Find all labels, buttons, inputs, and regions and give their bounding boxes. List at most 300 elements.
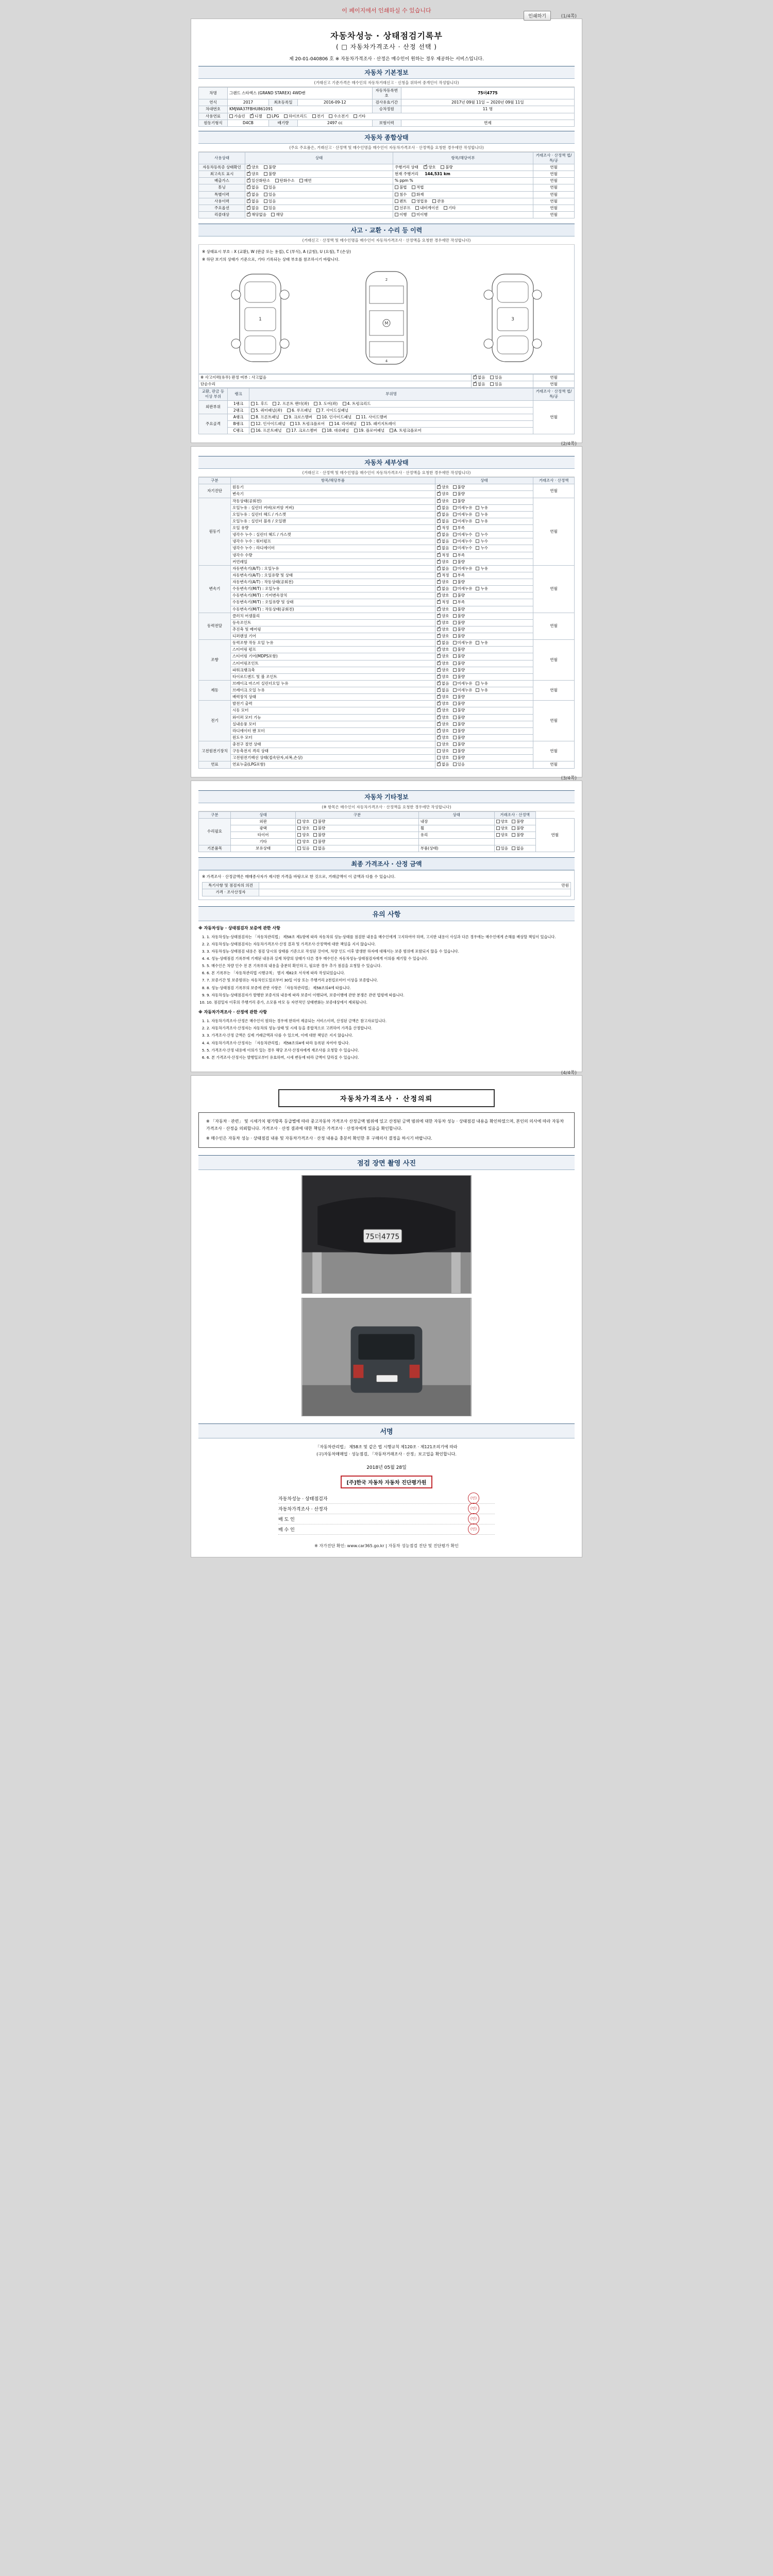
checkbox-icon[interactable] [314,402,317,405]
checkbox-icon[interactable] [437,567,441,570]
checkbox-icon[interactable] [473,376,477,379]
detail-opts[interactable] [435,572,533,579]
option-item[interactable] [453,708,465,713]
option-item[interactable] [453,607,465,612]
detail-opts[interactable] [435,558,533,565]
checkbox-icon[interactable] [453,553,457,557]
detail-opts[interactable] [435,525,533,532]
checkbox-icon[interactable] [453,628,457,631]
checkbox-icon[interactable] [453,708,457,712]
option-item[interactable] [437,715,449,720]
checkbox-icon[interactable] [437,553,441,557]
option-item[interactable] [437,640,449,646]
checkbox-icon[interactable] [437,675,441,679]
checkbox-icon[interactable] [476,546,479,550]
option-item[interactable] [453,600,465,605]
option-item[interactable] [476,586,488,591]
overall-row-opts-2[interactable] [245,178,393,184]
checkbox-icon[interactable] [476,519,479,523]
option-item[interactable] [437,505,449,511]
parts-items-0-0[interactable] [249,400,533,407]
detail-opts[interactable] [435,545,533,552]
checkbox-icon[interactable] [284,114,288,118]
checkbox-icon[interactable] [453,736,457,739]
option-item[interactable] [437,573,449,578]
detail-opts[interactable] [435,727,533,734]
checkbox-icon[interactable] [437,628,441,631]
checkbox-icon[interactable] [476,641,479,645]
checkbox-icon[interactable] [297,840,301,843]
detail-opts[interactable] [435,680,533,687]
checkbox-icon[interactable] [395,199,398,203]
option-item[interactable] [437,762,449,767]
option-item[interactable] [453,614,465,619]
option-item[interactable] [297,819,310,824]
checkbox-icon[interactable] [453,519,457,523]
checkbox-icon[interactable] [437,506,441,510]
detail-opts[interactable] [435,504,533,511]
checkbox-icon[interactable] [354,114,357,118]
detail-opts[interactable] [435,714,533,721]
checkbox-icon[interactable] [453,607,457,611]
detail-opts[interactable] [435,633,533,640]
checkbox-icon[interactable] [437,614,441,618]
overall-row-detail-0[interactable] [393,164,533,171]
option-item[interactable] [437,600,449,605]
checkbox-icon[interactable] [476,513,479,516]
parts-items-1-1[interactable] [249,420,533,427]
checkbox-icon[interactable] [437,742,441,746]
checkbox-icon[interactable] [437,546,441,550]
parts-items-1-0[interactable] [249,414,533,420]
etc-opts-a[interactable] [296,832,419,838]
checkbox-icon[interactable] [453,716,457,719]
checkbox-icon[interactable] [437,648,441,651]
parts-items-1-2[interactable] [249,428,533,434]
detail-opts[interactable] [435,741,533,748]
option-item[interactable] [437,499,449,504]
checkbox-icon[interactable] [453,539,457,543]
checkbox-icon[interactable] [361,422,365,426]
option-item[interactable] [476,512,488,517]
checkbox-icon[interactable] [437,716,441,719]
accident-opts[interactable] [472,375,533,381]
checkbox-icon[interactable] [437,621,441,624]
detail-opts[interactable] [435,748,533,755]
option-item[interactable] [453,742,465,747]
checkbox-icon[interactable] [437,695,441,699]
overall-row-detail-5[interactable] [393,198,533,205]
option-item[interactable] [437,722,449,727]
fuel-opt-5[interactable] [329,114,348,119]
checkbox-icon[interactable] [496,820,500,823]
checkbox-icon[interactable] [453,756,457,759]
checkbox-icon[interactable] [297,826,301,830]
checkbox-icon[interactable] [299,179,303,182]
checkbox-icon[interactable] [267,114,271,118]
checkbox-icon[interactable] [313,833,317,837]
option-item[interactable] [453,526,465,531]
option-item[interactable] [453,546,473,551]
detail-opts[interactable] [435,660,533,667]
option-item[interactable] [437,627,449,632]
overall-row-opts-7[interactable] [245,211,393,218]
checkbox-icon[interactable] [453,722,457,726]
checkbox-icon[interactable] [476,539,479,543]
checkbox-icon[interactable] [437,702,441,705]
checkbox-icon[interactable] [229,114,233,118]
checkbox-icon[interactable] [437,499,441,503]
checkbox-icon[interactable] [453,668,457,672]
checkbox-icon[interactable] [453,526,457,530]
checkbox-icon[interactable] [329,114,332,118]
checkbox-icon[interactable] [437,560,441,564]
option-item[interactable] [437,485,449,490]
option-item[interactable] [437,694,449,700]
option-item[interactable] [453,654,465,659]
checkbox-icon[interactable] [437,662,441,665]
overall-row-opts-4[interactable] [245,191,393,198]
option-item[interactable] [476,519,488,524]
checkbox-icon[interactable] [247,172,250,176]
detail-opts[interactable] [435,613,533,619]
checkbox-icon[interactable] [441,165,444,169]
option-item[interactable] [453,492,465,497]
checkbox-icon[interactable] [437,749,441,753]
checkbox-icon[interactable] [264,193,267,196]
checkbox-icon[interactable] [453,580,457,584]
option-item[interactable] [297,826,310,831]
detail-opts[interactable] [435,647,533,653]
option-item[interactable] [453,560,465,565]
option-item[interactable] [496,846,509,851]
checkbox-icon[interactable] [453,533,457,536]
checkbox-icon[interactable] [437,736,441,739]
option-item[interactable] [437,661,449,666]
checkbox-icon[interactable] [437,682,441,685]
checkbox-icon[interactable] [476,682,479,685]
option-item[interactable] [437,539,449,544]
overall-row-opts-0[interactable] [245,164,393,171]
option-item[interactable] [453,505,473,511]
checkbox-icon[interactable] [496,826,500,830]
etc-opts-b[interactable] [494,839,535,845]
option-item[interactable] [453,701,465,706]
option-item[interactable] [313,846,326,851]
checkbox-icon[interactable] [275,179,279,182]
checkbox-icon[interactable] [437,607,441,611]
option-item[interactable] [453,681,473,686]
checkbox-icon[interactable] [264,172,267,176]
checkbox-icon[interactable] [473,382,477,386]
checkbox-icon[interactable] [356,415,360,419]
option-item[interactable] [453,735,465,740]
checkbox-icon[interactable] [496,833,500,837]
checkbox-icon[interactable] [343,402,346,405]
detail-opts[interactable] [435,755,533,761]
checkbox-icon[interactable] [453,634,457,638]
option-item[interactable] [437,492,449,497]
checkbox-icon[interactable] [437,722,441,726]
option-item[interactable] [476,539,488,544]
etc-opts-b[interactable] [494,825,535,832]
checkbox-icon[interactable] [251,422,255,426]
print-button[interactable]: 인쇄하기 [524,11,551,21]
checkbox-icon[interactable] [453,506,457,510]
checkbox-icon[interactable] [395,193,398,196]
checkbox-icon[interactable] [437,513,441,516]
etc-opts-b[interactable] [494,832,535,838]
option-item[interactable] [313,833,326,838]
checkbox-icon[interactable] [453,621,457,624]
overall-row-detail-4[interactable] [393,191,533,198]
detail-opts[interactable] [435,761,533,768]
checkbox-icon[interactable] [322,429,326,432]
checkbox-icon[interactable] [453,573,457,577]
detail-opts[interactable] [435,721,533,727]
checkbox-icon[interactable] [264,165,267,169]
option-item[interactable] [437,553,449,558]
checkbox-icon[interactable] [437,573,441,577]
checkbox-icon[interactable] [313,846,317,850]
checkbox-icon[interactable] [412,193,415,196]
checkbox-icon[interactable] [512,833,515,837]
option-item[interactable] [453,674,465,680]
checkbox-icon[interactable] [490,382,494,386]
detail-opts[interactable] [435,687,533,694]
checkbox-icon[interactable] [476,506,479,510]
etc-opts-a[interactable] [296,825,419,832]
detail-opts[interactable] [435,653,533,660]
checkbox-icon[interactable] [476,533,479,536]
option-item[interactable] [437,728,449,734]
option-item[interactable] [453,634,465,639]
detail-opts[interactable] [435,606,533,613]
checkbox-icon[interactable] [453,567,457,570]
option-item[interactable] [453,573,465,578]
option-item[interactable] [437,560,449,565]
checkbox-icon[interactable] [453,513,457,516]
fuel-opt-6[interactable] [354,114,366,119]
checkbox-icon[interactable] [476,567,479,570]
checkbox-icon[interactable] [512,846,515,850]
checkbox-icon[interactable] [251,415,255,419]
checkbox-icon[interactable] [490,376,494,379]
checkbox-icon[interactable] [437,526,441,530]
checkbox-icon[interactable] [453,641,457,645]
checkbox-icon[interactable] [264,206,267,210]
checkbox-icon[interactable] [453,614,457,618]
overall-row-opts-5[interactable] [245,198,393,205]
checkbox-icon[interactable] [329,422,333,426]
checkbox-icon[interactable] [437,756,441,759]
option-item[interactable] [453,539,473,544]
checkbox-icon[interactable] [453,485,457,489]
option-item[interactable] [453,668,465,673]
checkbox-icon[interactable] [453,695,457,699]
detail-opts[interactable] [435,592,533,599]
checkbox-icon[interactable] [453,594,457,597]
option-item[interactable] [437,580,449,585]
checkbox-icon[interactable] [437,668,441,672]
option-item[interactable] [476,532,488,537]
option-item[interactable] [437,735,449,740]
detail-opts[interactable] [435,619,533,626]
overall-row-detail-3[interactable] [393,184,533,191]
option-item[interactable] [437,526,449,531]
option-item[interactable] [453,755,465,760]
fuel-opt-0[interactable] [229,114,245,119]
detail-opts[interactable] [435,586,533,592]
detail-opts[interactable] [435,694,533,701]
option-item[interactable] [453,580,465,585]
checkbox-icon[interactable] [354,429,358,432]
option-item[interactable] [437,701,449,706]
option-item[interactable] [453,532,473,537]
checkbox-icon[interactable] [432,199,436,203]
detail-opts[interactable] [435,511,533,518]
etc-opts-b[interactable] [494,818,535,825]
checkbox-icon[interactable] [453,729,457,733]
option-item[interactable] [453,485,465,490]
signature-row-0[interactable] [278,1494,495,1504]
checkbox-icon[interactable] [437,708,441,712]
option-item[interactable] [437,755,449,760]
checkbox-icon[interactable] [453,560,457,564]
option-item[interactable] [476,566,488,571]
checkbox-icon[interactable] [415,206,419,210]
option-item[interactable] [313,839,326,844]
option-item[interactable] [297,846,310,851]
fuel-opt-1[interactable] [250,114,262,119]
checkbox-icon[interactable] [250,114,254,118]
option-item[interactable] [437,532,449,537]
overall-row-detail-7[interactable] [393,211,533,218]
checkbox-icon[interactable] [247,185,250,189]
option-item[interactable] [437,566,449,571]
fuel-opt-3[interactable] [284,114,307,119]
checkbox-icon[interactable] [313,820,317,823]
checkbox-icon[interactable] [247,193,250,196]
checkbox-icon[interactable] [453,662,457,665]
checkbox-icon[interactable] [290,422,294,426]
checkbox-icon[interactable] [317,415,321,419]
option-item[interactable] [453,728,465,734]
simple-repair-opts[interactable] [472,381,533,388]
option-item[interactable] [453,566,473,571]
checkbox-icon[interactable] [437,594,441,597]
checkbox-icon[interactable] [412,199,415,203]
checkbox-icon[interactable] [395,213,398,216]
option-item[interactable] [437,593,449,598]
checkbox-icon[interactable] [437,762,441,766]
option-item[interactable] [512,833,524,838]
checkbox-icon[interactable] [395,185,398,189]
overall-row-opts-1[interactable] [245,171,393,178]
option-item[interactable] [453,620,465,625]
detail-opts[interactable] [435,498,533,504]
detail-opts[interactable] [435,599,533,606]
checkbox-icon[interactable] [297,846,301,850]
option-item[interactable] [512,826,524,831]
option-item[interactable] [453,694,465,700]
checkbox-icon[interactable] [437,600,441,604]
option-item[interactable] [453,715,465,720]
detail-opts[interactable] [435,538,533,545]
option-item[interactable] [437,614,449,619]
option-item[interactable] [437,708,449,713]
checkbox-icon[interactable] [251,402,255,405]
parts-items-0-1[interactable] [249,407,533,414]
checkbox-icon[interactable] [412,213,415,216]
checkbox-icon[interactable] [453,702,457,705]
checkbox-icon[interactable] [453,749,457,753]
checkbox-icon[interactable] [264,185,267,189]
checkbox-icon[interactable] [476,587,479,590]
checkbox-icon[interactable] [251,429,255,432]
checkbox-icon[interactable] [247,165,250,169]
fuel-opt-4[interactable] [312,114,325,119]
option-item[interactable] [512,819,524,824]
option-item[interactable] [453,722,465,727]
etc-opts-a[interactable] [296,839,419,845]
checkbox-icon[interactable] [247,199,250,203]
option-item[interactable] [476,681,488,686]
checkbox-icon[interactable] [453,499,457,503]
checkbox-icon[interactable] [437,539,441,543]
option-item[interactable] [453,553,465,558]
option-item[interactable] [437,681,449,686]
option-item[interactable] [453,512,473,517]
checkbox-icon[interactable] [496,846,500,850]
checkbox-icon[interactable] [271,213,275,216]
checkbox-icon[interactable] [284,415,288,419]
checkbox-icon[interactable] [297,820,301,823]
etc-opts-b[interactable] [494,845,535,852]
detail-opts[interactable] [435,518,533,524]
option-item[interactable] [453,586,473,591]
option-item[interactable] [437,634,449,639]
option-item[interactable] [437,654,449,659]
option-item[interactable] [437,742,449,747]
option-item[interactable] [437,546,449,551]
fuel-opt-2[interactable] [267,114,279,119]
detail-opts[interactable] [435,532,533,538]
detail-opts[interactable] [435,491,533,498]
checkbox-icon[interactable] [390,429,393,432]
option-item[interactable] [453,627,465,632]
option-item[interactable] [453,661,465,666]
checkbox-icon[interactable] [247,179,250,182]
checkbox-icon[interactable] [437,729,441,733]
checkbox-icon[interactable] [453,682,457,685]
detail-opts[interactable] [435,667,533,673]
checkbox-icon[interactable] [395,206,398,210]
checkbox-icon[interactable] [437,641,441,645]
checkbox-icon[interactable] [512,820,515,823]
detail-opts[interactable] [435,565,533,572]
option-item[interactable] [453,762,465,767]
checkbox-icon[interactable] [297,833,301,837]
option-item[interactable] [437,620,449,625]
signature-row-1[interactable] [278,1504,495,1514]
option-item[interactable] [437,512,449,517]
option-item[interactable] [496,833,509,838]
option-item[interactable] [476,546,488,551]
detail-opts[interactable] [435,640,533,647]
overall-row-detail-6[interactable] [393,205,533,211]
checkbox-icon[interactable] [247,206,250,210]
